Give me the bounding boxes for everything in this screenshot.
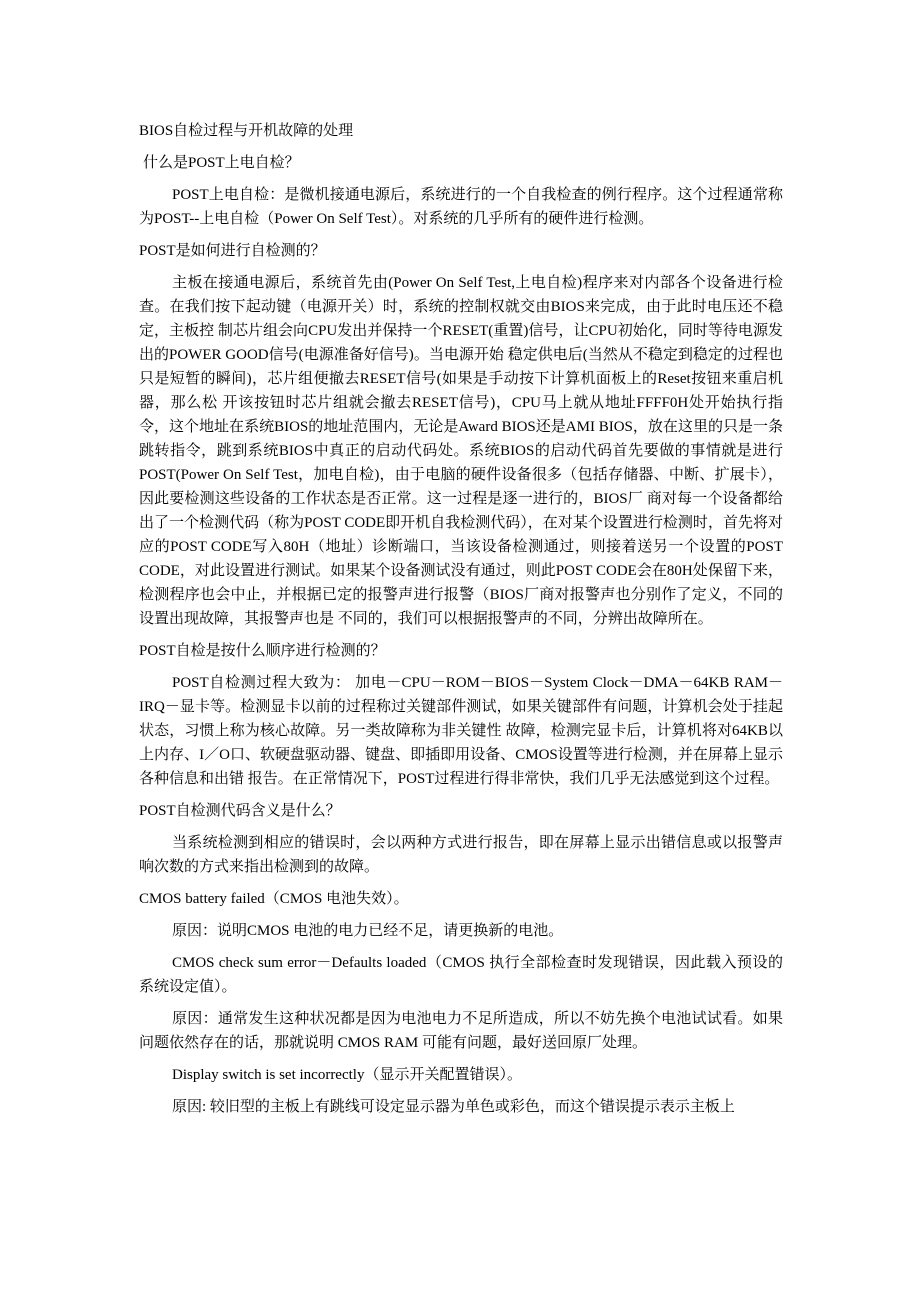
cause-display-switch: 原因: 较旧型的主板上有跳线可设定显示器为单色或彩色，而这个错误提示表示主板上: [172, 1099, 735, 1115]
paragraph-post-definition: POST上电自检：是微机接通电源后，系统进行的一个自我检查的例行程序。这个过程通常称为POST--上电自检（Power On Self Test）。对系统的几乎所有的硬件进行检测。: [139, 187, 783, 227]
heading-post-codes: POST自检测代码含义是什么？: [139, 803, 341, 819]
heading-post-order: POST自检是按什么顺序进行检测的？: [139, 643, 386, 659]
cause-cmos-checksum: 原因：通常发生这种状况都是因为电池电力不足所造成，所以不妨先换个电池试试看。如果问题依然存在的话，那就说明 CMOS RAM 可能有问题，最好送回原厂处理。: [139, 1011, 783, 1051]
heading-what-is-post: 什么是POST上电自检？: [143, 155, 300, 171]
paragraph-post-codes: 当系统检测到相应的错误时，会以两种方式进行报告，即在屏幕上显示出错信息或以报警声响次数的方式来指出检测到的故障。: [139, 835, 783, 875]
cause-cmos-battery: 原因：说明CMOS 电池的电力已经不足，请更换新的电池。: [172, 923, 564, 939]
error-cmos-battery: CMOS battery failed（CMOS 电池失效）。: [139, 891, 409, 907]
paragraph-post-order: POST自检测过程大致为： 加电－CPU－ROM－BIOS－System Clock－DMA－64KB RAM－IRQ－显卡等。检测显卡以前的过程称过关键部件测试，如果关键部件有问题，计算机会处于挂起状态，习惯上称为核心故障。另一类故障称为非关键性 故障，检测完显卡后，计算机将对64KB以上内存、I／O口、软硬盘驱动器、键盘、即插即用设备、CMOS设置等进行检测，并在屏幕上显示各种信息和出错 报告。在正常情况下，POST过程进行得非常快，我们几乎无法感觉到这个过程。: [139, 675, 783, 787]
error-display-switch: Display switch is set incorrectly（显示开关配置错误）。: [172, 1067, 522, 1083]
heading-how-post-works: POST是如何进行自检测的？: [139, 243, 326, 259]
error-cmos-checksum: CMOS check sum error－Defaults loaded（CMOS 执行全部检查时发现错误，因此载入预设的系统设定值）。: [139, 955, 783, 995]
document-body: [139, 119, 783, 1127]
document-title: BIOS自检过程与开机故障的处理: [139, 123, 354, 139]
paragraph-post-process: 主板在接通电源后，系统首先由(Power On Self Test,上电自检)程序来对内部各个设备进行检查。在我们按下起动键（电源开关）时，系统的控制权就交由BIOS来完成，由于此时电压还不稳定，主板控 制芯片组会向CPU发出并保持一个RESET(重置)信号，让CPU初始化，同时等待电源发出的POWER GOOD信号(电源准备好信号)。当电源开始 稳定供电后(当然从不稳定到稳定的过程也只是短暂的瞬间)，芯片组便撤去RESET信号(如果是手动按下计算机面板上的Reset按钮来重启机器，那么松 开该按钮时芯片组就会撤去RESET信号)，CPU马上就从地址FFFF0H处开始执行指令，这个地址在系统BIOS的地址范围内，无论是Award BIOS还是AMI BIOS，放在这里的只是一条跳转指令，跳到系统BIOS中真正的启动代码处。系统BIOS的启动代码首先要做的事情就是进行POST(Power On Self Test，加电自检)，由于电脑的硬件设备很多（包括存储器、中断、扩展卡），因此要检测这些设备的工作状态是否正常。这一过程是逐一进行的，BIOS厂 商对每一个设备都给出了一个检测代码（称为POST CODE即开机自我检测代码），在对某个设置进行检测时，首先将对应的POST CODE写入80H（地址）诊断端口，当该设备检测通过，则接着送另一个设置的POST CODE，对此设置进行测试。如果某个设备测试没有通过，则此POST CODE会在80H处保留下来，检测程序也会中止，并根据已定的报警声进行报警（BIOS厂商对报警声也分别作了定义，不同的设置出现故障，其报警声也是 不同的，我们可以根据报警声的不同，分辨出故障所在。: [139, 275, 783, 627]
